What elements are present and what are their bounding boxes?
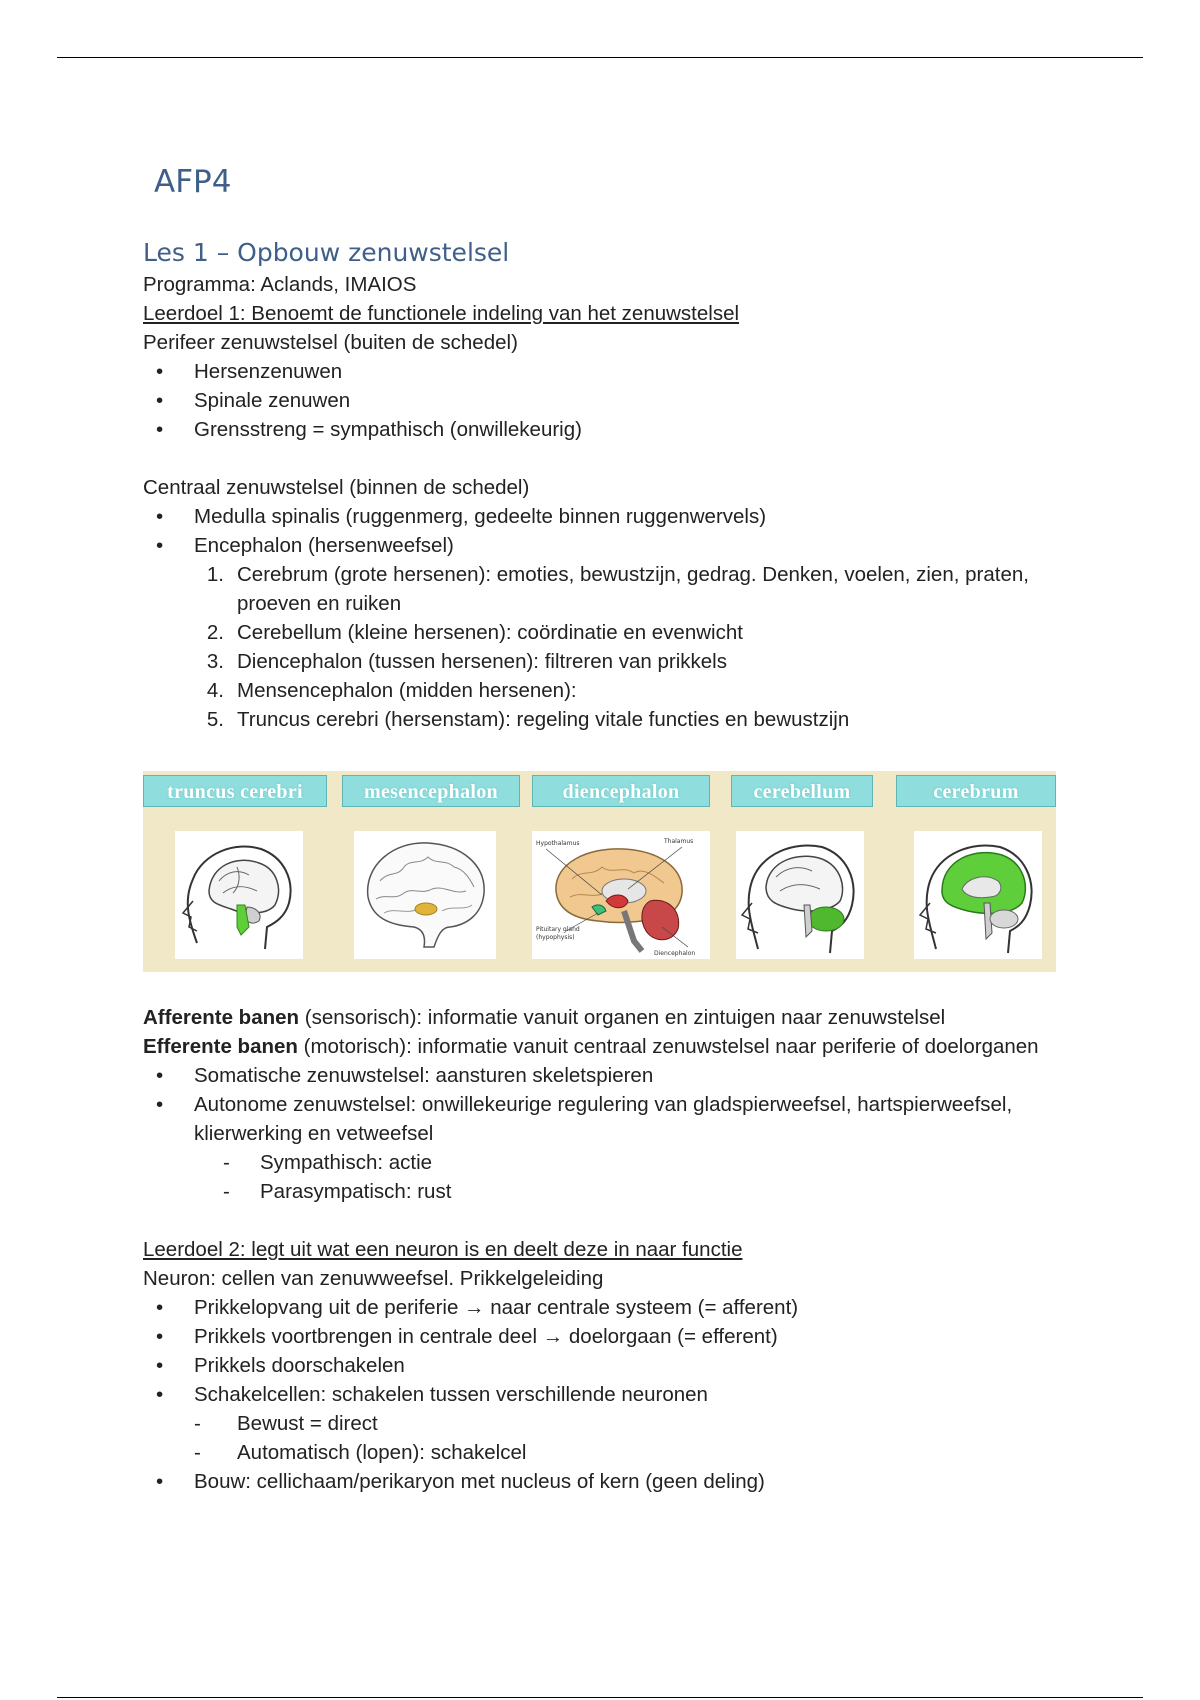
list-item: - Parasympatisch: rust (223, 1177, 1083, 1206)
afferent-line: Afferente banen (sensorisch): informatie vanuit organen en zintuigen naar zenuwstelsel (143, 1006, 946, 1029)
list-item: • Bouw: cellichaam/perikaryon met nucleus of kern (geen deling) (143, 1467, 1083, 1496)
learning-goal-2: Leerdoel 2: legt uit wat een neuron is en deelt deze in naar functie (143, 1238, 743, 1261)
peripheral-list (143, 357, 1083, 444)
list-item: 3. Diencephalon (tussen hersenen): filtreren van prikkels (206, 650, 727, 673)
svg-text:Pituitary gland: Pituitary gland (536, 926, 580, 933)
list-item: • Prikkels doorschakelen (143, 1351, 1083, 1380)
learning-goal-1: Leerdoel 1: Benoemt de functionele indeling van het zenuwstelsel (143, 302, 740, 325)
autonomic-sublist (143, 1148, 1083, 1206)
cerebellum-illustration (736, 831, 864, 959)
list-item: • Prikkels voortbrengen in centrale deel → doelorgaan (= efferent) (143, 1322, 1083, 1351)
footer-rule (57, 1697, 1143, 1698)
list-item: • Hersenzenuwen (143, 357, 1083, 386)
list-item: 4. Mensencephalon (midden hersenen): (206, 679, 577, 702)
list-item: • Encephalon (hersenweefsel) (143, 531, 1083, 560)
list-item: • Somatische zenuwstelsel: aansturen skeletspieren (143, 1061, 1083, 1090)
brainstem-illustration (175, 831, 303, 959)
central-list (143, 502, 1083, 560)
list-item: 5. Truncus cerebri (hersenstam): regeling vitale functies en bewustzijn (206, 708, 850, 731)
label-diencephalon: diencephalon (532, 775, 710, 807)
list-item: - Bewust = direct (194, 1409, 1083, 1438)
neuron-definition: Neuron: cellen van zenuwweefsel. Prikkelgeleiding (143, 1267, 604, 1290)
program-line: Programma: Aclands, IMAIOS (143, 273, 417, 296)
document-title: AFP4 (154, 164, 232, 200)
diencephalon-illustration (532, 831, 710, 959)
cerebrum-illustration (914, 831, 1042, 959)
list-item: • Medulla spinalis (ruggenmerg, gedeelte binnen ruggenwervels) (143, 502, 1083, 531)
svg-text:Hypothalamus: Hypothalamus (536, 840, 580, 847)
list-item: • Prikkelopvang uit de periferie → naar centrale systeem (= afferent) (143, 1293, 1083, 1322)
svg-text:Thalamus: Thalamus (664, 838, 694, 845)
list-item: 2. Cerebellum (kleine hersenen): coördinatie en evenwicht (206, 621, 743, 644)
schakel-sublist (143, 1409, 1083, 1467)
document-body-continued (143, 1003, 1083, 1496)
document-body (143, 270, 1083, 734)
midbrain-illustration (354, 831, 496, 959)
label-cerebellum: cerebellum (731, 775, 873, 807)
peripheral-heading: Perifeer zenuwstelsel (buiten de schedel) (143, 331, 518, 354)
label-mesencephalon: mesencephalon (342, 775, 520, 807)
list-item: - Automatisch (lopen): schakelcel (194, 1438, 1083, 1467)
efferent-line: Efferente banen (motorisch): informatie vanuit centraal zenuwstelsel naar periferie of doelorganen (143, 1035, 1039, 1058)
list-item: • Autonome zenuwstelsel: onwillekeurige regulering van gladspierweefsel, hartspierweefsel, klierwerking en vetweefsel (143, 1090, 1083, 1148)
neuron-list (143, 1293, 1083, 1409)
list-item: • Schakelcellen: schakelen tussen verschillende neuronen (143, 1380, 1083, 1409)
svg-text:(hypophysis): (hypophysis) (536, 934, 575, 941)
list-item: 1. Cerebrum (grote hersenen): emoties, bewustzijn, gedrag. Denken, voelen, zien, praten, proeven en ruiken (206, 563, 1029, 615)
central-heading: Centraal zenuwstelsel (binnen de schedel) (143, 476, 530, 499)
label-truncus-cerebri: truncus cerebri (143, 775, 327, 807)
list-item: • Grensstreng = sympathisch (onwillekeurig) (143, 415, 1083, 444)
list-item: - Sympathisch: actie (223, 1148, 1083, 1177)
header-rule (57, 57, 1143, 58)
efferent-list (143, 1061, 1083, 1148)
svg-text:Diencephalon: Diencephalon (654, 950, 696, 957)
neuron-list-continued (143, 1467, 1083, 1496)
brain-parts-list (143, 560, 1083, 734)
label-cerebrum: cerebrum (896, 775, 1056, 807)
brain-regions-figure (143, 771, 1056, 972)
lesson-heading: Les 1 – Opbouw zenuwstelsel (143, 238, 510, 267)
list-item: • Spinale zenuwen (143, 386, 1083, 415)
